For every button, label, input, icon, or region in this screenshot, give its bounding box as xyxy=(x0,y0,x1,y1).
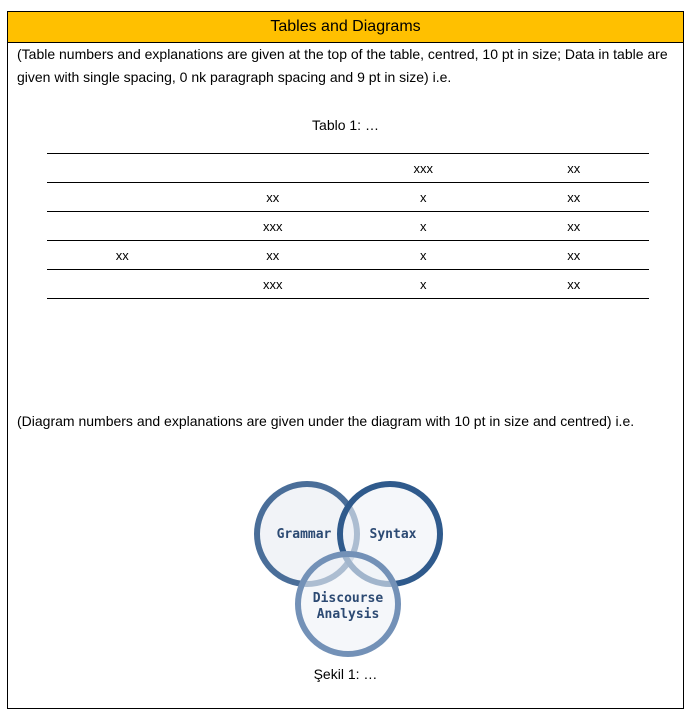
table-cell: x xyxy=(348,183,499,212)
table-cell: xx xyxy=(499,212,650,241)
analysis-label: Analysis xyxy=(316,607,380,622)
figure-caption: Şekil 1: … xyxy=(313,666,378,682)
table-cell: xxx xyxy=(198,212,349,241)
syntax-label: Syntax xyxy=(369,527,417,542)
table-cell: x xyxy=(348,270,499,299)
section-title: Tables and Diagrams xyxy=(8,12,683,43)
table-cell: xx xyxy=(198,241,349,270)
content-frame xyxy=(7,11,684,709)
table-cell: xxx xyxy=(198,270,349,299)
table-cell: xx xyxy=(198,183,349,212)
table-cell: xx xyxy=(499,183,650,212)
table-cell: xx xyxy=(499,241,650,270)
table-caption: Tablo 1: … xyxy=(312,117,379,133)
diagram-note: (Diagram numbers and explanations are given under the diagram with 10 pt in size and centred) i.e. xyxy=(17,413,635,429)
table-cell: x xyxy=(348,241,499,270)
table-note: (Table numbers and explanations are given at the top of the table, centred, 10 pt in size; Data in table are given with single spacing, 0 nk paragraph spacing and 9 pt in size) i.e. xyxy=(17,46,668,85)
table-cell: xx xyxy=(47,241,198,270)
discourse-label: Discourse xyxy=(312,591,384,606)
grammar-label: Grammar xyxy=(276,527,332,542)
venn-diagram xyxy=(8,12,685,710)
table-cell: x xyxy=(348,212,499,241)
table-cell: xx xyxy=(499,154,650,183)
table-cell: xx xyxy=(499,270,650,299)
table-cell: xxx xyxy=(348,154,499,183)
